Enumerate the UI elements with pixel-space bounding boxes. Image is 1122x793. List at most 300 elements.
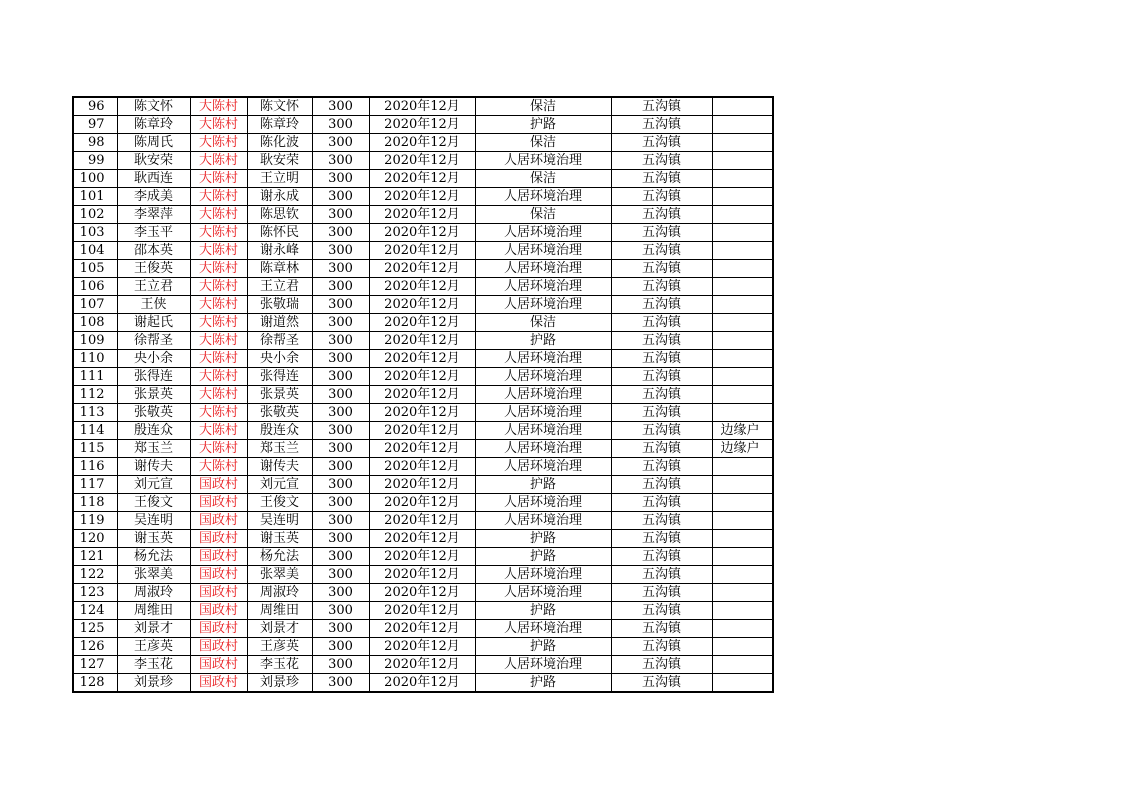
cell-village-name: 大陈村 (190, 188, 247, 206)
cell-remark (712, 260, 773, 278)
cell-remark (712, 296, 773, 314)
cell-village-name: 国政村 (190, 620, 247, 638)
cell-pay-month: 2020年12月 (369, 97, 475, 116)
cell-remark (712, 278, 773, 296)
cell-remark (712, 476, 773, 494)
cell-job-type: 人居环境治理 (475, 242, 611, 260)
cell-pay-month: 2020年12月 (369, 242, 475, 260)
cell-town-name: 五沟镇 (611, 458, 712, 476)
cell-village-name: 大陈村 (190, 97, 247, 116)
cell-remark (712, 368, 773, 386)
cell-payee-name: 陈章林 (247, 260, 312, 278)
cell-village-name: 国政村 (190, 638, 247, 656)
cell-town-name: 五沟镇 (611, 494, 712, 512)
cell-amount: 300 (312, 116, 369, 134)
cell-job-type: 保洁 (475, 97, 611, 116)
cell-town-name: 五沟镇 (611, 674, 712, 693)
cell-village-name: 大陈村 (190, 242, 247, 260)
cell-remark (712, 512, 773, 530)
table-row (73, 152, 773, 170)
cell-person-name: 刘景珍 (117, 674, 190, 693)
table-row (73, 386, 773, 404)
cell-payee-name: 谢永峰 (247, 242, 312, 260)
cell-job-type: 护路 (475, 548, 611, 566)
cell-payee-name: 徐帮圣 (247, 332, 312, 350)
cell-job-type: 人居环境治理 (475, 188, 611, 206)
cell-town-name: 五沟镇 (611, 170, 712, 188)
cell-person-name: 王彦英 (117, 638, 190, 656)
cell-row-number: 123 (73, 584, 117, 602)
cell-pay-month: 2020年12月 (369, 296, 475, 314)
cell-row-number: 117 (73, 476, 117, 494)
cell-remark (712, 116, 773, 134)
cell-row-number: 100 (73, 170, 117, 188)
cell-amount: 300 (312, 404, 369, 422)
cell-payee-name: 王彦英 (247, 638, 312, 656)
cell-job-type: 护路 (475, 674, 611, 693)
cell-remark (712, 350, 773, 368)
cell-village-name: 大陈村 (190, 368, 247, 386)
cell-payee-name: 陈文怀 (247, 97, 312, 116)
cell-village-name: 大陈村 (190, 278, 247, 296)
cell-person-name: 张翠美 (117, 566, 190, 584)
cell-row-number: 127 (73, 656, 117, 674)
cell-village-name: 国政村 (190, 548, 247, 566)
cell-remark (712, 404, 773, 422)
table-row (73, 170, 773, 188)
cell-row-number: 109 (73, 332, 117, 350)
cell-payee-name: 周淑玲 (247, 584, 312, 602)
cell-payee-name: 张得连 (247, 368, 312, 386)
cell-town-name: 五沟镇 (611, 566, 712, 584)
cell-village-name: 大陈村 (190, 314, 247, 332)
cell-village-name: 大陈村 (190, 404, 247, 422)
cell-payee-name: 耿安荣 (247, 152, 312, 170)
cell-amount: 300 (312, 224, 369, 242)
cell-amount: 300 (312, 97, 369, 116)
cell-village-name: 大陈村 (190, 116, 247, 134)
cell-pay-month: 2020年12月 (369, 206, 475, 224)
cell-job-type: 人居环境治理 (475, 458, 611, 476)
cell-person-name: 陈周氏 (117, 134, 190, 152)
cell-row-number: 111 (73, 368, 117, 386)
cell-amount: 300 (312, 512, 369, 530)
cell-payee-name: 王立君 (247, 278, 312, 296)
cell-row-number: 114 (73, 422, 117, 440)
cell-town-name: 五沟镇 (611, 476, 712, 494)
cell-village-name: 大陈村 (190, 296, 247, 314)
cell-amount: 300 (312, 548, 369, 566)
cell-payee-name: 谢永成 (247, 188, 312, 206)
cell-payee-name: 谢道然 (247, 314, 312, 332)
cell-remark (712, 584, 773, 602)
cell-remark (712, 548, 773, 566)
cell-amount: 300 (312, 602, 369, 620)
cell-amount: 300 (312, 638, 369, 656)
cell-job-type: 人居环境治理 (475, 512, 611, 530)
cell-job-type: 人居环境治理 (475, 584, 611, 602)
cell-remark (712, 97, 773, 116)
cell-pay-month: 2020年12月 (369, 602, 475, 620)
cell-amount: 300 (312, 152, 369, 170)
cell-payee-name: 杨允法 (247, 548, 312, 566)
cell-village-name: 大陈村 (190, 170, 247, 188)
cell-remark (712, 152, 773, 170)
cell-village-name: 大陈村 (190, 440, 247, 458)
cell-payee-name: 陈怀民 (247, 224, 312, 242)
cell-remark (712, 188, 773, 206)
cell-job-type: 护路 (475, 602, 611, 620)
cell-person-name: 刘元宣 (117, 476, 190, 494)
cell-payee-name: 王立明 (247, 170, 312, 188)
cell-job-type: 保洁 (475, 170, 611, 188)
cell-town-name: 五沟镇 (611, 386, 712, 404)
cell-town-name: 五沟镇 (611, 116, 712, 134)
cell-person-name: 杨允法 (117, 548, 190, 566)
cell-job-type: 护路 (475, 476, 611, 494)
cell-amount: 300 (312, 332, 369, 350)
cell-job-type: 人居环境治理 (475, 404, 611, 422)
cell-pay-month: 2020年12月 (369, 512, 475, 530)
cell-remark (712, 224, 773, 242)
cell-payee-name: 李玉花 (247, 656, 312, 674)
cell-amount: 300 (312, 170, 369, 188)
cell-row-number: 113 (73, 404, 117, 422)
cell-person-name: 李玉平 (117, 224, 190, 242)
cell-remark (712, 314, 773, 332)
cell-payee-name: 张敬瑞 (247, 296, 312, 314)
cell-town-name: 五沟镇 (611, 152, 712, 170)
cell-remark (712, 638, 773, 656)
cell-person-name: 李成美 (117, 188, 190, 206)
cell-row-number: 122 (73, 566, 117, 584)
table-row (73, 97, 773, 116)
cell-job-type: 护路 (475, 638, 611, 656)
cell-job-type: 人居环境治理 (475, 278, 611, 296)
cell-remark (712, 530, 773, 548)
cell-row-number: 121 (73, 548, 117, 566)
table-row (73, 368, 773, 386)
cell-remark (712, 674, 773, 693)
table-body (73, 97, 773, 692)
cell-row-number: 112 (73, 386, 117, 404)
cell-town-name: 五沟镇 (611, 530, 712, 548)
cell-row-number: 125 (73, 620, 117, 638)
cell-amount: 300 (312, 620, 369, 638)
cell-pay-month: 2020年12月 (369, 332, 475, 350)
cell-town-name: 五沟镇 (611, 368, 712, 386)
cell-payee-name: 周维田 (247, 602, 312, 620)
table-row (73, 584, 773, 602)
cell-town-name: 五沟镇 (611, 584, 712, 602)
cell-payee-name: 刘景才 (247, 620, 312, 638)
cell-pay-month: 2020年12月 (369, 548, 475, 566)
cell-payee-name: 刘元宣 (247, 476, 312, 494)
cell-person-name: 邵本英 (117, 242, 190, 260)
cell-remark (712, 170, 773, 188)
table-row (73, 350, 773, 368)
cell-row-number: 106 (73, 278, 117, 296)
cell-pay-month: 2020年12月 (369, 494, 475, 512)
cell-payee-name: 张景英 (247, 386, 312, 404)
cell-pay-month: 2020年12月 (369, 440, 475, 458)
cell-job-type: 人居环境治理 (475, 656, 611, 674)
cell-pay-month: 2020年12月 (369, 170, 475, 188)
cell-row-number: 115 (73, 440, 117, 458)
cell-town-name: 五沟镇 (611, 314, 712, 332)
table-row (73, 278, 773, 296)
cell-job-type: 人居环境治理 (475, 260, 611, 278)
cell-amount: 300 (312, 188, 369, 206)
table-row (73, 314, 773, 332)
table-row (73, 566, 773, 584)
cell-row-number: 104 (73, 242, 117, 260)
cell-remark (712, 242, 773, 260)
cell-person-name: 耿安荣 (117, 152, 190, 170)
cell-job-type: 保洁 (475, 206, 611, 224)
cell-person-name: 耿西连 (117, 170, 190, 188)
cell-village-name: 大陈村 (190, 260, 247, 278)
cell-person-name: 李玉花 (117, 656, 190, 674)
cell-row-number: 110 (73, 350, 117, 368)
cell-pay-month: 2020年12月 (369, 584, 475, 602)
cell-job-type: 保洁 (475, 314, 611, 332)
cell-amount: 300 (312, 494, 369, 512)
cell-village-name: 国政村 (190, 494, 247, 512)
cell-payee-name: 郑玉兰 (247, 440, 312, 458)
cell-town-name: 五沟镇 (611, 97, 712, 116)
cell-village-name: 国政村 (190, 584, 247, 602)
cell-amount: 300 (312, 656, 369, 674)
cell-pay-month: 2020年12月 (369, 620, 475, 638)
cell-village-name: 大陈村 (190, 458, 247, 476)
cell-pay-month: 2020年12月 (369, 422, 475, 440)
cell-village-name: 大陈村 (190, 422, 247, 440)
table-row (73, 188, 773, 206)
table-row (73, 674, 773, 693)
cell-remark (712, 332, 773, 350)
cell-job-type: 人居环境治理 (475, 350, 611, 368)
cell-remark: 边缘户 (712, 422, 773, 440)
cell-town-name: 五沟镇 (611, 242, 712, 260)
cell-row-number: 108 (73, 314, 117, 332)
cell-amount: 300 (312, 296, 369, 314)
cell-town-name: 五沟镇 (611, 188, 712, 206)
cell-remark (712, 206, 773, 224)
cell-remark (712, 494, 773, 512)
cell-remark (712, 134, 773, 152)
cell-town-name: 五沟镇 (611, 296, 712, 314)
cell-row-number: 124 (73, 602, 117, 620)
cell-amount: 300 (312, 440, 369, 458)
cell-village-name: 国政村 (190, 674, 247, 693)
cell-job-type: 人居环境治理 (475, 494, 611, 512)
cell-person-name: 王俊英 (117, 260, 190, 278)
cell-person-name: 谢玉英 (117, 530, 190, 548)
cell-town-name: 五沟镇 (611, 602, 712, 620)
cell-town-name: 五沟镇 (611, 656, 712, 674)
cell-pay-month: 2020年12月 (369, 350, 475, 368)
cell-pay-month: 2020年12月 (369, 260, 475, 278)
cell-row-number: 97 (73, 116, 117, 134)
cell-job-type: 人居环境治理 (475, 152, 611, 170)
cell-village-name: 国政村 (190, 656, 247, 674)
cell-row-number: 107 (73, 296, 117, 314)
table-row (73, 494, 773, 512)
cell-pay-month: 2020年12月 (369, 476, 475, 494)
cell-row-number: 101 (73, 188, 117, 206)
cell-row-number: 119 (73, 512, 117, 530)
cell-town-name: 五沟镇 (611, 440, 712, 458)
cell-job-type: 人居环境治理 (475, 566, 611, 584)
cell-person-name: 周维田 (117, 602, 190, 620)
cell-remark (712, 458, 773, 476)
cell-amount: 300 (312, 350, 369, 368)
cell-row-number: 96 (73, 97, 117, 116)
cell-village-name: 大陈村 (190, 152, 247, 170)
cell-pay-month: 2020年12月 (369, 656, 475, 674)
cell-town-name: 五沟镇 (611, 134, 712, 152)
cell-amount: 300 (312, 584, 369, 602)
table-row (73, 656, 773, 674)
cell-amount: 300 (312, 566, 369, 584)
cell-amount: 300 (312, 260, 369, 278)
cell-person-name: 王侠 (117, 296, 190, 314)
cell-pay-month: 2020年12月 (369, 314, 475, 332)
cell-town-name: 五沟镇 (611, 224, 712, 242)
table-row (73, 296, 773, 314)
cell-pay-month: 2020年12月 (369, 278, 475, 296)
cell-amount: 300 (312, 422, 369, 440)
cell-row-number: 128 (73, 674, 117, 693)
cell-village-name: 国政村 (190, 566, 247, 584)
cell-person-name: 陈文怀 (117, 97, 190, 116)
cell-person-name: 王俊文 (117, 494, 190, 512)
cell-town-name: 五沟镇 (611, 548, 712, 566)
cell-remark (712, 566, 773, 584)
cell-person-name: 殷连众 (117, 422, 190, 440)
cell-amount: 300 (312, 242, 369, 260)
cell-remark (712, 602, 773, 620)
cell-pay-month: 2020年12月 (369, 674, 475, 693)
cell-payee-name: 吴连明 (247, 512, 312, 530)
cell-person-name: 谢起氏 (117, 314, 190, 332)
table-row (73, 260, 773, 278)
cell-row-number: 120 (73, 530, 117, 548)
cell-amount: 300 (312, 206, 369, 224)
table-row (73, 134, 773, 152)
cell-pay-month: 2020年12月 (369, 224, 475, 242)
cell-payee-name: 央小余 (247, 350, 312, 368)
cell-payee-name: 陈化波 (247, 134, 312, 152)
cell-person-name: 徐帮圣 (117, 332, 190, 350)
cell-person-name: 张敬英 (117, 404, 190, 422)
cell-payee-name: 陈章玲 (247, 116, 312, 134)
cell-row-number: 116 (73, 458, 117, 476)
cell-row-number: 126 (73, 638, 117, 656)
cell-town-name: 五沟镇 (611, 260, 712, 278)
table-row (73, 332, 773, 350)
cell-amount: 300 (312, 134, 369, 152)
cell-town-name: 五沟镇 (611, 620, 712, 638)
table-row (73, 440, 773, 458)
table-row (73, 458, 773, 476)
cell-village-name: 大陈村 (190, 332, 247, 350)
cell-person-name: 张景英 (117, 386, 190, 404)
cell-village-name: 大陈村 (190, 386, 247, 404)
table-row (73, 638, 773, 656)
cell-payee-name: 张翠美 (247, 566, 312, 584)
cell-village-name: 大陈村 (190, 134, 247, 152)
cell-row-number: 98 (73, 134, 117, 152)
cell-amount: 300 (312, 314, 369, 332)
table-row (73, 116, 773, 134)
cell-payee-name: 刘景珍 (247, 674, 312, 693)
cell-town-name: 五沟镇 (611, 350, 712, 368)
cell-remark: 边缘户 (712, 440, 773, 458)
cell-person-name: 郑玉兰 (117, 440, 190, 458)
cell-town-name: 五沟镇 (611, 512, 712, 530)
cell-village-name: 大陈村 (190, 350, 247, 368)
cell-job-type: 人居环境治理 (475, 368, 611, 386)
cell-town-name: 五沟镇 (611, 404, 712, 422)
cell-pay-month: 2020年12月 (369, 134, 475, 152)
cell-job-type: 护路 (475, 332, 611, 350)
table-row (73, 224, 773, 242)
cell-person-name: 张得连 (117, 368, 190, 386)
cell-town-name: 五沟镇 (611, 278, 712, 296)
cell-payee-name: 王俊文 (247, 494, 312, 512)
cell-person-name: 央小余 (117, 350, 190, 368)
cell-job-type: 护路 (475, 530, 611, 548)
cell-village-name: 国政村 (190, 530, 247, 548)
table-row (73, 512, 773, 530)
cell-payee-name: 谢玉英 (247, 530, 312, 548)
cell-village-name: 国政村 (190, 476, 247, 494)
cell-row-number: 105 (73, 260, 117, 278)
cell-person-name: 王立君 (117, 278, 190, 296)
cell-job-type: 人居环境治理 (475, 386, 611, 404)
cell-town-name: 五沟镇 (611, 422, 712, 440)
cell-pay-month: 2020年12月 (369, 188, 475, 206)
table-row (73, 602, 773, 620)
cell-amount: 300 (312, 278, 369, 296)
table-row (73, 422, 773, 440)
cell-village-name: 大陈村 (190, 224, 247, 242)
cell-pay-month: 2020年12月 (369, 152, 475, 170)
cell-person-name: 陈章玲 (117, 116, 190, 134)
cell-job-type: 人居环境治理 (475, 440, 611, 458)
cell-payee-name: 殷连众 (247, 422, 312, 440)
cell-payee-name: 陈思钦 (247, 206, 312, 224)
cell-village-name: 大陈村 (190, 206, 247, 224)
cell-job-type: 保洁 (475, 134, 611, 152)
table-row (73, 548, 773, 566)
cell-pay-month: 2020年12月 (369, 386, 475, 404)
cell-remark (712, 386, 773, 404)
cell-payee-name: 谢传夫 (247, 458, 312, 476)
cell-amount: 300 (312, 530, 369, 548)
cell-town-name: 五沟镇 (611, 332, 712, 350)
table-row (73, 530, 773, 548)
cell-person-name: 刘景才 (117, 620, 190, 638)
cell-person-name: 吴连明 (117, 512, 190, 530)
cell-pay-month: 2020年12月 (369, 116, 475, 134)
data-table (72, 96, 774, 693)
cell-amount: 300 (312, 476, 369, 494)
cell-job-type: 人居环境治理 (475, 224, 611, 242)
cell-pay-month: 2020年12月 (369, 458, 475, 476)
